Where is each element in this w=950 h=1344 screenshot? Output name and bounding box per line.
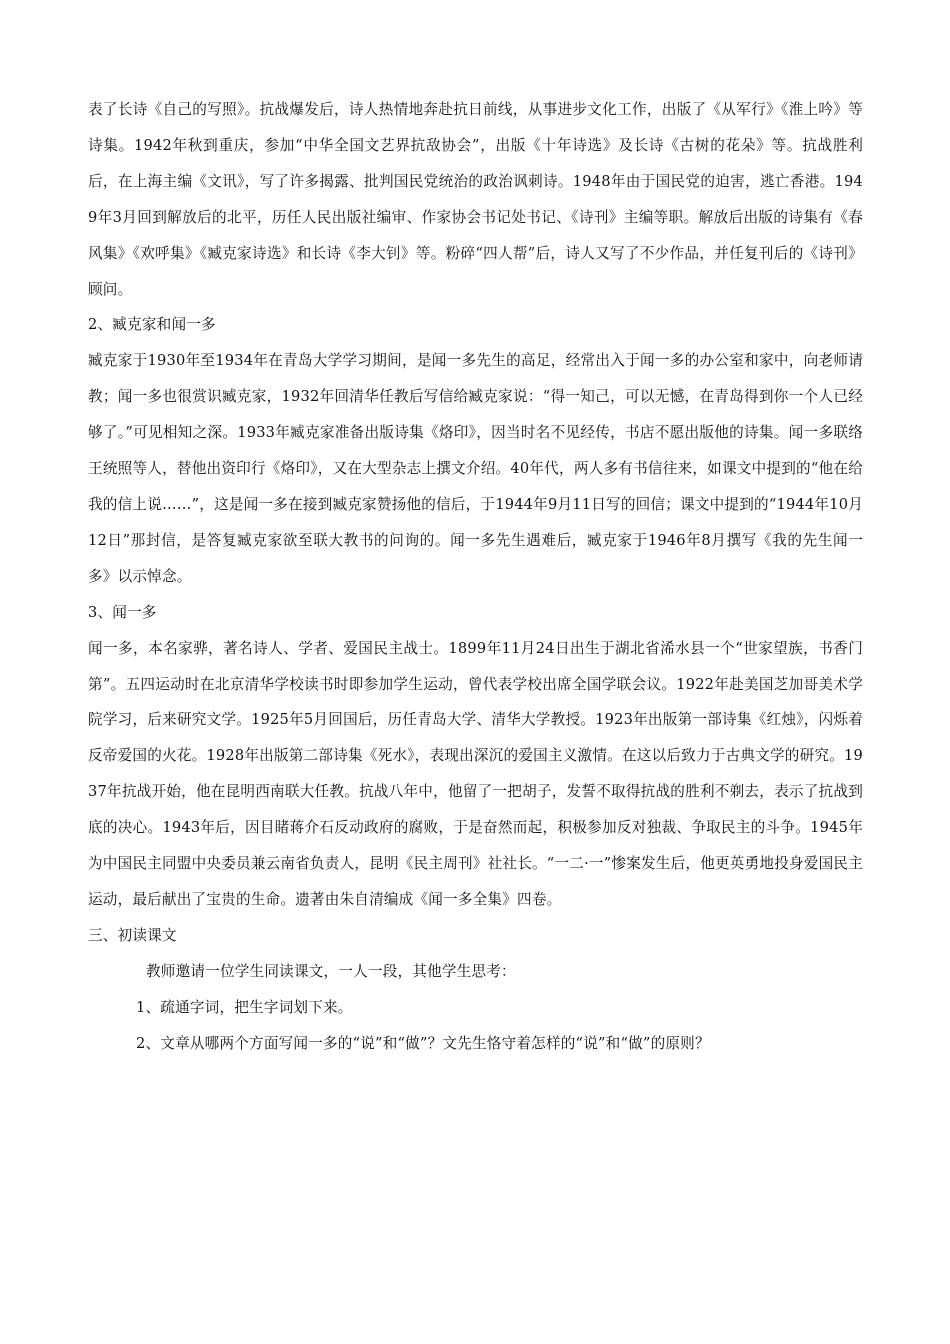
- paragraph-zang-kejia-bio: 表了长诗《自己的写照》。抗战爆发后，诗人热情地奔赴抗日前线，从事进步文化工作，出版了《从军行》《淮上吟》等诗集。1942年秋到重庆，参加“中华全国文艺界抗敌协会”，出版《十年诗选》及长诗《古树的花朵》等。抗战胜利后，在上海主编《文讯》，写了许多揭露、批判国民党统治的政治讽刺诗。1948年由于国民党的迫害，逃亡香港。1949年3月回到解放后的北平，历任人民出版社编审、作家协会书记处书记、《诗刊》主编等职。解放后出版的诗集有《春风集》《欢呼集》《臧克家诗选》和长诗《李大钊》等。粉碎“四人帮”后，诗人又写了不少作品，并任复刊后的《诗刊》顾问。: [88, 101, 863, 298]
- heading-zang-and-wen: 2、臧克家和闻一多: [88, 316, 216, 334]
- paragraph-wen-yiduo-bio: 闻一多，本名家骅，著名诗人、学者、爱国民主战士。1899年11月24日出生于湖北省浠水县一个“世家望族，书香门第”。五四运动时在北京清华学校读书时即参加学生运动，曾代表学校出席全国学联会议。1922年赴美国芝加哥美术学院学习，后来研究文学。1925年5月回国后，历任青岛大学、清华大学教授。1923年出版第一部诗集《红烛》，闪烁着反帝爱国的火花。1928年出版第二部诗集《死水》，表现出深沉的爱国主义激情。在这以后致力于古典文学的研究。1937年抗战开始，他在昆明西南联大任教。抗战八年中，他留了一把胡子，发誓不取得抗战的胜利不剃去，表示了抗战到底的决心。1943年后，因目睹蒋介石反动政府的腐败，于是奋然而起，积极参加反对独裁、争取民主的斗争。1945年为中国民主同盟中央委员兼云南省负责人，昆明《民主周刊》社社长。“一二·一”惨案发生后，他更英勇地投身爱国民主运动，最后献出了宝贵的生命。遗著由朱自清编成《闻一多全集》四卷。: [88, 639, 863, 908]
- document-body: [88, 92, 863, 1061]
- paragraph-zang-and-wen: 臧克家于1930年至1934年在青岛大学学习期间，是闻一多先生的高足，经常出入于闻一多的办公室和家中，向老师请教；闻一多也很赏识臧克家，1932年回清华任教后写信给臧克家说：“得一知己，可以无憾，在青岛得到你一个人已经够了。”可见相知之深。1933年臧克家准备出版诗集《烙印》，因当时名不见经传，书店不愿出版他的诗集。闻一多联络王统照等人，替他出资印行《烙印》，又在大型杂志上撰文介绍。40年代，两人多有书信往来，如课文中提到的“他在给我的信上说……”，这是闻一多在接到臧克家赞扬他的信后，于1944年9月11日写的回信；课文中提到的“1944年10月12日”那封信，是答复臧克家欲至联大教书的问询的。闻一多先生遇难后，臧克家于1946年8月撰写《我的先生闻一多》以示悼念。: [88, 352, 863, 585]
- task-item-1: 1、疏通字词，把生字词划下来。: [136, 998, 353, 1016]
- heading-wen-yiduo: 3、闻一多: [88, 603, 157, 621]
- paragraph-reading-instruction: 教师邀请一位学生同读课文，一人一段，其他学生思考：: [146, 962, 516, 980]
- heading-first-reading: 三、初读课文: [88, 926, 177, 944]
- task-item-2: 2、文章从哪两个方面写闻一多的“说”和“做”？文先生恪守着怎样的“说”和“做”的原则？: [136, 1034, 710, 1052]
